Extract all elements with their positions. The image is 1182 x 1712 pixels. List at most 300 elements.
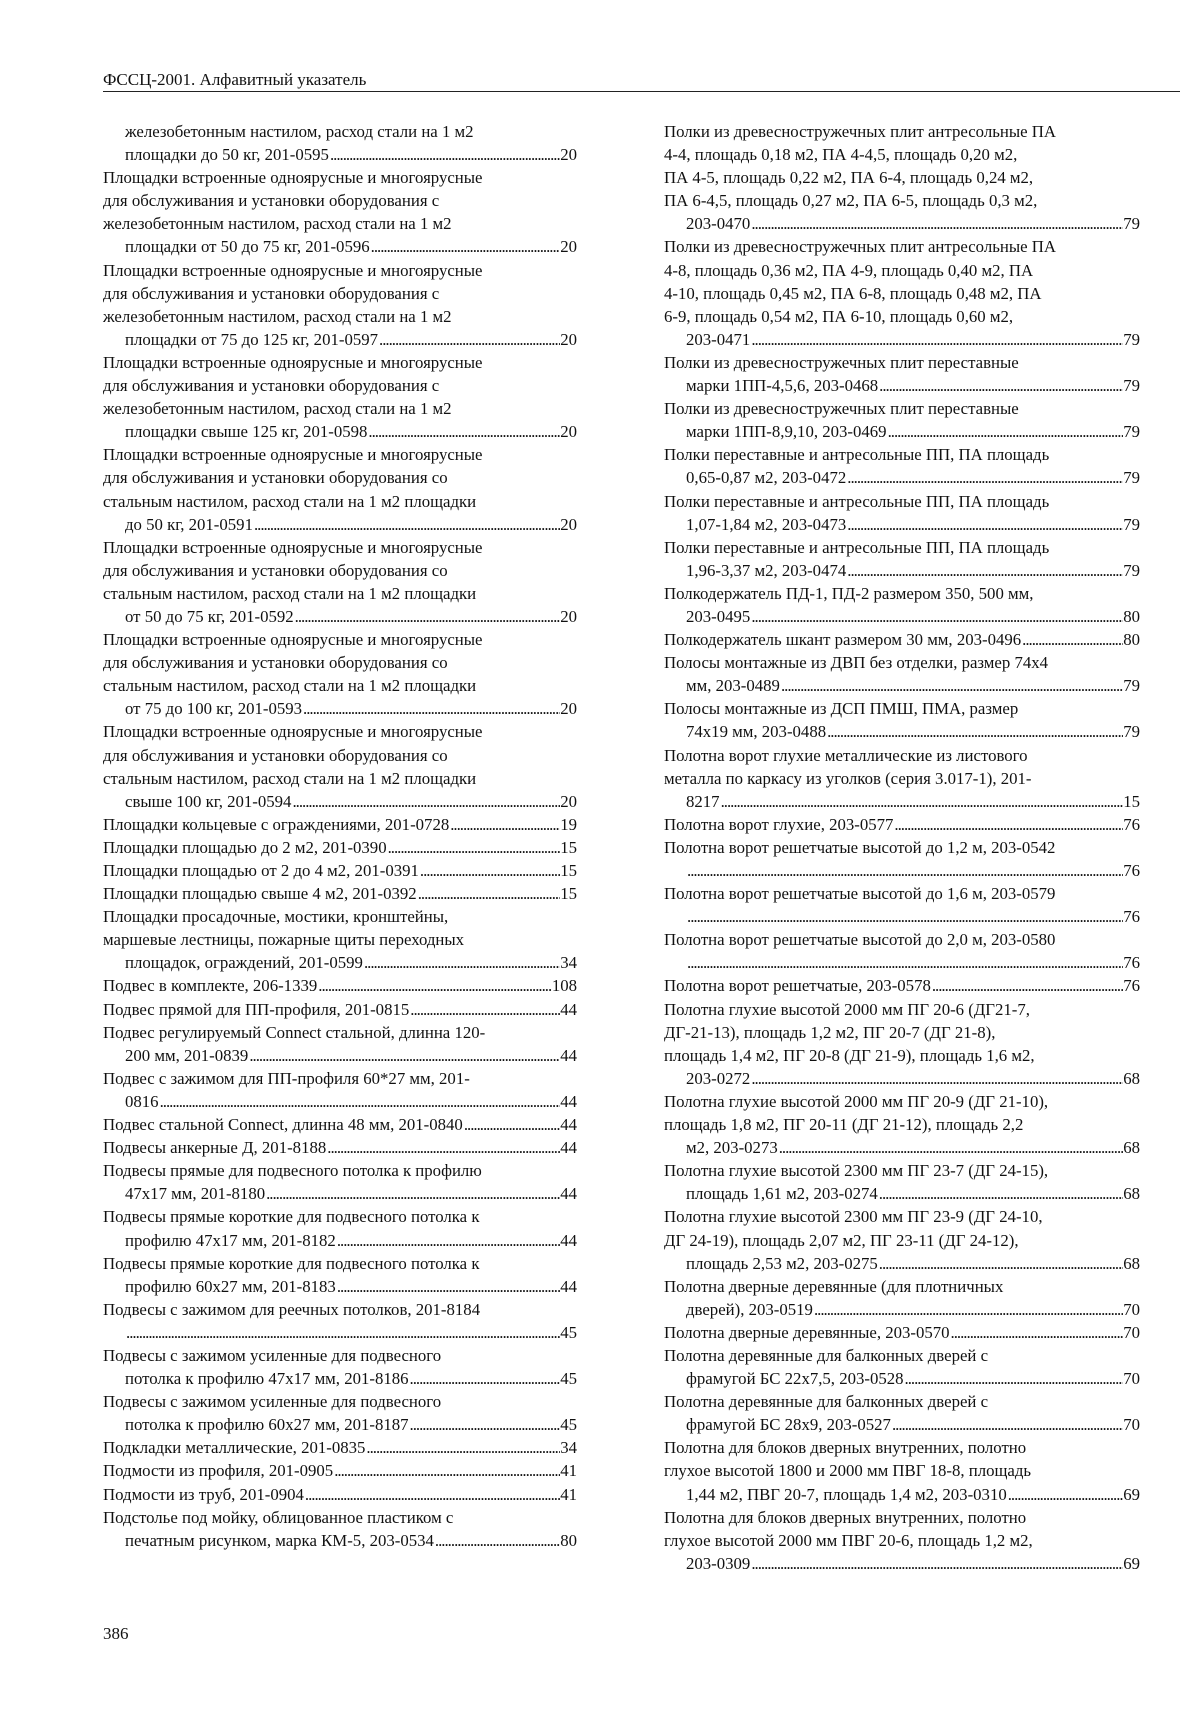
leader-dots: [463, 1113, 560, 1136]
index-entry: [103, 536, 577, 628]
entry-text: для обслуживания и установки оборудования со: [103, 468, 448, 488]
index-entry: [664, 1390, 1140, 1436]
entry-text: 203-0495: [686, 606, 751, 626]
entry-page-number: 76: [1123, 814, 1140, 834]
leader-dots: [686, 859, 1123, 882]
entry-text: Подвесы прямые для подвесного потолка к профилю: [103, 1161, 482, 1181]
entry-page-number: 68: [1123, 1253, 1140, 1273]
entry-text: до 50 кг, 201-0591: [125, 514, 253, 534]
index-entry: [664, 974, 1140, 997]
entry-text: стальным настилом, расход стали на 1 м2 площадки: [103, 491, 477, 511]
index-entry: [103, 259, 577, 351]
index-entry: [103, 1205, 577, 1251]
entry-page-number: 20: [560, 422, 577, 442]
index-entry: [103, 1506, 577, 1552]
entry-last-line: [686, 374, 1140, 397]
entry-last-line: [686, 420, 1140, 443]
entry-text: глухое высотой 2000 мм ПВГ 20-6, площадь 1,2 м2,: [664, 1530, 1033, 1550]
entry-text: для обслуживания и установки оборудования с: [103, 283, 440, 303]
entry-page-number: 68: [1123, 1138, 1140, 1158]
leader-dots: [326, 1136, 560, 1159]
entry-last-line: [125, 420, 577, 443]
entry-page-number: 44: [560, 1184, 577, 1204]
index-entry: [103, 1298, 577, 1344]
index-entry: [664, 998, 1140, 1090]
entry-text: Полотна ворот решетчатые высотой до 1,6 м, 203-0579: [664, 884, 1056, 904]
index-entry: [664, 235, 1140, 350]
index-entry: [103, 859, 577, 882]
entry-last-line: [686, 328, 1140, 351]
entry-last-line: [125, 951, 577, 974]
entry-text: площадки свыше 125 кг, 201-0598: [125, 422, 368, 442]
entry-page-number: 20: [560, 699, 577, 719]
entry-page-number: 79: [1123, 722, 1140, 742]
entry-text: 4-8, площадь 0,36 м2, ПА 4-9, площадь 0,40 м2, ПА: [664, 260, 1034, 280]
entry-last-line: [686, 212, 1140, 235]
index-entry: [103, 351, 577, 443]
entry-last-line: [103, 1459, 577, 1482]
entry-text: площадь 1,4 м2, ПГ 20-8 (ДГ 21-9), площадь 1,6 м2,: [664, 1045, 1035, 1065]
entry-last-line: [686, 674, 1140, 697]
index-entry: [664, 928, 1140, 974]
leader-dots: [686, 905, 1123, 928]
entry-page-number: 44: [560, 999, 577, 1019]
entry-text: фрамугой БС 22x7,5, 203-0528: [686, 1369, 904, 1389]
leader-dots: [813, 1298, 1123, 1321]
index-entry: [664, 1506, 1140, 1575]
entry-text: железобетонным настилом, расход стали на 1 м2: [103, 306, 452, 326]
entry-text: Полотна глухие высотой 2000 мм ПГ 20-6 (ДГ21-7,: [664, 999, 1030, 1019]
entry-page-number: 80: [1123, 606, 1140, 626]
entry-page-number: 45: [560, 1415, 577, 1435]
entry-text: профилю 47x17 мм, 201-8182: [125, 1230, 336, 1250]
index-entry: [664, 813, 1140, 836]
index-entry: [664, 744, 1140, 813]
index-entry: [103, 836, 577, 859]
index-entry: [103, 1483, 577, 1506]
entry-last-line: [125, 1321, 577, 1344]
entry-text: маршевые лестницы, пожарные щиты переходных: [103, 930, 465, 950]
leader-dots: [294, 605, 561, 628]
entry-text: 1,96-3,37 м2, 203-0474: [686, 560, 847, 580]
entry-text: Полотна глухие высотой 2000 мм ПГ 20-9 (ДГ 21-10),: [664, 1091, 1049, 1111]
leader-dots: [336, 1275, 560, 1298]
index-entry: [103, 1159, 577, 1205]
index-entry: [664, 882, 1140, 928]
entry-page-number: 34: [560, 953, 577, 973]
leader-dots: [750, 212, 1123, 235]
entry-text: 74x19 мм, 203-0488: [686, 722, 827, 742]
entry-text: Полотна для блоков дверных внутренних, полотно: [664, 1438, 1027, 1458]
entry-text: мм, 203-0489: [686, 676, 780, 696]
entry-page-number: 15: [1123, 791, 1140, 811]
leader-dots: [950, 1321, 1124, 1344]
entry-page-number: 76: [1123, 861, 1140, 880]
entry-text: марки 1ПП-4,5,6, 203-0468: [686, 376, 879, 396]
entry-text: Подвес прямой для ПП-профиля, 201-0815: [103, 999, 410, 1019]
running-header: [103, 70, 1180, 92]
entry-text: Подвесы с зажимом усиленные для подвесного: [103, 1392, 442, 1412]
entry-text: Подвесы анкерные Д, 201-8188: [103, 1138, 327, 1158]
entry-text: потолка к профилю 47x17 мм, 201-8186: [125, 1369, 409, 1389]
entry-text: Подкладки металлические, 201-0835: [103, 1438, 366, 1458]
entry-text: ДГ-21-13), площадь 1,2 м2, ПГ 20-7 (ДГ 21-8),: [664, 1022, 996, 1042]
entry-text: Полотна дверные деревянные (для плотничных: [664, 1276, 1004, 1296]
entry-last-line: [125, 143, 577, 166]
entry-last-line: [686, 559, 1140, 582]
entry-text: 203-0470: [686, 214, 751, 234]
entry-text: 1,07-1,84 м2, 203-0473: [686, 514, 847, 534]
leader-dots: [931, 974, 1123, 997]
leader-dots: [329, 143, 560, 166]
entry-text: 200 мм, 201-0839: [125, 1045, 249, 1065]
entry-page-number: 68: [1123, 1184, 1140, 1204]
entry-page-number: 44: [560, 1115, 577, 1135]
entry-text: Полосы монтажные из ДВП без отделки, размер 74x4: [664, 653, 1049, 673]
leader-dots: [780, 674, 1123, 697]
entry-text: железобетонным настилом, расход стали на 1 м2: [103, 399, 452, 419]
entry-page-number: 44: [560, 1091, 577, 1111]
index-entry: [103, 974, 577, 997]
entry-last-line: [686, 1552, 1140, 1575]
index-entry: [103, 1021, 577, 1067]
index-entry: [103, 1390, 577, 1436]
entry-last-line: [125, 697, 577, 720]
entry-page-number: 15: [560, 884, 577, 904]
entry-last-line: [686, 605, 1140, 628]
entry-text: 203-0471: [686, 329, 751, 349]
entry-last-line: [125, 328, 577, 351]
leader-dots: [750, 605, 1123, 628]
entry-text: Площадки встроенные одноярусные и многоярусные: [103, 352, 483, 372]
entry-page-number: 70: [1123, 1322, 1140, 1342]
leader-dots: [367, 420, 560, 443]
entry-last-line: [125, 1529, 577, 1552]
entry-text: Полотна ворот решетчатые, 203-0578: [664, 976, 931, 996]
leader-dots: [363, 951, 560, 974]
entry-page-number: 70: [1123, 1415, 1140, 1435]
entry-text: Площадки площадью до 2 м2, 201-0390: [103, 837, 387, 857]
entry-page-number: 44: [560, 1045, 577, 1065]
entry-text: 4-10, площадь 0,45 м2, ПА 6-8, площадь 0,48 м2, ПА: [664, 283, 1042, 303]
entry-text: металла по каркасу из уголков (серия 3.017-1), 201-: [664, 768, 1032, 788]
entry-text: Подмости из труб, 201-0904: [103, 1484, 304, 1504]
entry-last-line: [103, 998, 577, 1021]
leader-dots: [253, 513, 560, 536]
entry-text: Подмости из профиля, 201-0905: [103, 1461, 334, 1481]
leader-dots: [304, 1483, 560, 1506]
leader-dots: [893, 813, 1123, 836]
entry-text: 47x17 мм, 201-8180: [125, 1184, 266, 1204]
entry-text: для обслуживания и установки оборудования с: [103, 376, 440, 396]
entry-page-number: 68: [1123, 1068, 1140, 1088]
entry-text: стальным настилом, расход стали на 1 м2 площадки: [103, 768, 477, 788]
entry-last-line: [103, 882, 577, 905]
entry-text: Полкодержатель шкант размером 30 мм, 203-0496: [664, 630, 1022, 650]
entry-last-line: [686, 1182, 1140, 1205]
entry-text: печатным рисунком, марка КМ-5, 203-0534: [125, 1530, 434, 1550]
entry-last-line: [686, 1367, 1140, 1390]
index-entry: [103, 628, 577, 720]
index-entry: [664, 1321, 1140, 1344]
entry-last-line: [125, 1229, 577, 1252]
entry-page-number: 44: [560, 1138, 577, 1158]
leader-dots: [878, 1252, 1123, 1275]
entry-page-number: 15: [560, 861, 577, 880]
index-entry: [103, 1136, 577, 1159]
entry-last-line: [686, 1413, 1140, 1436]
entry-last-line: [686, 1483, 1140, 1506]
leader-dots: [387, 836, 561, 859]
entry-text: Полки переставные и антресольные ПП, ПА площадь: [664, 445, 1050, 465]
entry-page-number: 44: [560, 1276, 577, 1296]
index-entry: [664, 351, 1140, 397]
entry-text: Подвесы прямые короткие для подвесного потолка к: [103, 1207, 480, 1227]
leader-dots: [846, 513, 1123, 536]
leader-dots: [302, 697, 560, 720]
entry-text: для обслуживания и установки оборудования со: [103, 653, 448, 673]
index-entry: [103, 1252, 577, 1298]
index-entry: [664, 582, 1140, 628]
entry-text: для обслуживания и установки оборудования со: [103, 560, 448, 580]
leader-dots: [891, 1413, 1123, 1436]
entry-text: от 50 до 75 кг, 201-0592: [125, 606, 294, 626]
entry-text: Площадки встроенные одноярусные и многоярусные: [103, 722, 483, 742]
entry-page-number: 108: [551, 976, 577, 996]
entry-text: площадки от 75 до 125 кг, 201-0597: [125, 329, 379, 349]
index-entry: [103, 905, 577, 974]
index-entry: [103, 720, 577, 812]
entry-last-line: [125, 1044, 577, 1067]
index-entry: [664, 1436, 1140, 1505]
entry-last-line: [686, 859, 1140, 882]
leader-dots: [826, 720, 1123, 743]
entry-page-number: 80: [1123, 630, 1140, 650]
entry-last-line: [664, 628, 1140, 651]
entry-text: Полотна деревянные для балконных дверей с: [664, 1392, 989, 1412]
index-column-left: [103, 120, 577, 1552]
entry-last-line: [686, 466, 1140, 489]
entry-text: ПА 4-5, площадь 0,22 м2, ПА 6-4, площадь 0,24 м2,: [664, 168, 1034, 188]
leader-dots: [1021, 628, 1123, 651]
leader-dots: [248, 1044, 560, 1067]
index-entry: [103, 120, 577, 166]
index-entry: [664, 490, 1140, 536]
entry-text: площадь 1,61 м2, 203-0274: [686, 1184, 878, 1204]
entry-last-line: [103, 813, 577, 836]
leader-dots: [1007, 1483, 1123, 1506]
header-title: ФССЦ-2001. Алфавитный указатель: [103, 70, 367, 89]
entry-text: стальным настилом, расход стали на 1 м2 площадки: [103, 676, 477, 696]
entry-page-number: 79: [1123, 676, 1140, 696]
index-entry: [103, 443, 577, 535]
entry-text: Подвесы с зажимом усиленные для подвесного: [103, 1345, 442, 1365]
entry-page-number: 19: [560, 814, 577, 834]
index-entry: [664, 397, 1140, 443]
entry-text: Площадки кольцевые с ограждениями, 201-0728: [103, 814, 450, 834]
entry-last-line: [103, 859, 577, 882]
entry-text: Площадки встроенные одноярусные и многоярусные: [103, 260, 483, 280]
entry-text: площадки до 50 кг, 201-0595: [125, 145, 329, 165]
leader-dots: [317, 974, 552, 997]
index-entry: [103, 1113, 577, 1136]
entry-page-number: 45: [560, 1369, 577, 1389]
entry-text: Площадки встроенные одноярусные и многоярусные: [103, 445, 483, 465]
index-entry: [664, 651, 1140, 697]
entry-last-line: [125, 513, 577, 536]
entry-text: площадки от 50 до 75 кг, 201-0596: [125, 237, 370, 257]
entry-last-line: [103, 1483, 577, 1506]
index-entry: [664, 1205, 1140, 1274]
entry-last-line: [686, 1298, 1140, 1321]
entry-text: Полки из древесностружечных плит антресольные ПА: [664, 237, 1056, 257]
leader-dots: [720, 790, 1124, 813]
entry-text: Площадки встроенные одноярусные и многоярусные: [103, 630, 483, 650]
entry-page-number: 79: [1123, 514, 1140, 534]
entry-last-line: [686, 905, 1140, 928]
leader-dots: [778, 1136, 1123, 1159]
entry-last-line: [103, 974, 577, 997]
entry-text: для обслуживания и установки оборудования со: [103, 745, 448, 765]
leader-dots: [409, 998, 560, 1021]
entry-text: Полотна ворот глухие металлические из листового: [664, 745, 1028, 765]
leader-dots: [904, 1367, 1124, 1390]
index-entry: [664, 1275, 1140, 1321]
entry-last-line: [103, 836, 577, 859]
entry-text: стальным настилом, расход стали на 1 м2 площадки: [103, 583, 477, 603]
entry-last-line: [125, 1182, 577, 1205]
entry-page-number: 20: [560, 791, 577, 811]
entry-text: Полки из древесностружечных плит антресольные ПА: [664, 122, 1056, 141]
entry-text: 8217: [686, 791, 720, 811]
index-entry: [103, 882, 577, 905]
entry-text: Площадки площадью от 2 до 4 м2, 201-0391: [103, 861, 419, 880]
entry-page-number: 79: [1123, 329, 1140, 349]
entry-text: Полотна дверные деревянные, 203-0570: [664, 1322, 950, 1342]
entry-text: 4-4, площадь 0,18 м2, ПА 4-4,5, площадь 0,20 м2,: [664, 145, 1018, 165]
leader-dots: [417, 882, 561, 905]
leader-dots: [125, 1321, 560, 1344]
entry-text: 203-0309: [686, 1553, 751, 1573]
entry-page-number: 45: [560, 1322, 577, 1342]
leader-dots: [378, 328, 560, 351]
entry-last-line: [125, 235, 577, 258]
entry-text: фрамугой БС 28x9, 203-0527: [686, 1415, 891, 1435]
entry-text: площадь 2,53 м2, 203-0275: [686, 1253, 878, 1273]
entry-page-number: 20: [560, 606, 577, 626]
entry-page-number: 76: [1123, 953, 1140, 973]
entry-last-line: [686, 1067, 1140, 1090]
entry-page-number: 80: [560, 1530, 577, 1550]
entry-text: Подвесы с зажимом для реечных потолков, 201-8184: [103, 1299, 481, 1319]
index-entry: [664, 1090, 1140, 1159]
leader-dots: [365, 1436, 560, 1459]
entry-page-number: 20: [560, 145, 577, 165]
index-entry: [103, 998, 577, 1021]
index-entry: [103, 813, 577, 836]
entry-text: площадь 1,8 м2, ПГ 20-11 (ДГ 21-12), площадь 2,2: [664, 1115, 1024, 1135]
entry-last-line: [103, 1136, 577, 1159]
leader-dots: [370, 235, 561, 258]
entry-last-line: [125, 1090, 577, 1113]
index-entry: [664, 443, 1140, 489]
entry-text: от 75 до 100 кг, 201-0593: [125, 699, 303, 719]
leader-dots: [409, 1367, 561, 1390]
entry-text: Полотна ворот решетчатые высотой до 1,2 м, 203-0542: [664, 837, 1056, 857]
entry-text: 6-9, площадь 0,54 м2, ПА 6-10, площадь 0,60 м2,: [664, 306, 1014, 326]
leader-dots: [291, 790, 560, 813]
entry-text: Полотна глухие высотой 2300 мм ПГ 23-7 (ДГ 24-15),: [664, 1161, 1049, 1181]
entry-text: Полкодержатель ПД-1, ПД-2 размером 350, 500 мм,: [664, 583, 1034, 603]
index-entry: [103, 166, 577, 258]
entry-last-line: [686, 1252, 1140, 1275]
entry-page-number: 76: [1123, 907, 1140, 927]
entry-text: 1,44 м2, ПВГ 20-7, площадь 1,4 м2, 203-0310: [686, 1484, 1007, 1504]
entry-text: железобетонным настилом, расход стали на 1 м2: [103, 214, 452, 234]
entry-page-number: 69: [1123, 1484, 1140, 1504]
entry-last-line: [125, 790, 577, 813]
entry-page-number: 41: [560, 1461, 577, 1481]
entry-text: Подвесы прямые короткие для подвесного потолка к: [103, 1253, 480, 1273]
entry-last-line: [664, 813, 1140, 836]
entry-text: Подвес в комплекте, 206-1339: [103, 976, 318, 996]
entry-text: Полки из древесностружечных плит переставные: [664, 399, 1019, 419]
entry-text: Площадки встроенные одноярусные и многоярусные: [103, 168, 483, 188]
leader-dots: [336, 1229, 560, 1252]
entry-text: Полотна глухие высотой 2300 мм ПГ 23-9 (ДГ 24-10,: [664, 1207, 1043, 1227]
index-entry: [664, 120, 1140, 235]
index-entry: [103, 1067, 577, 1113]
entry-text: Полки переставные и антресольные ПП, ПА площадь: [664, 491, 1050, 511]
entry-last-line: [125, 605, 577, 628]
entry-last-line: [686, 513, 1140, 536]
leader-dots: [419, 859, 560, 882]
entry-text: Полотна для блоков дверных внутренних, полотно: [664, 1507, 1027, 1527]
index-entry: [664, 697, 1140, 743]
index-entry: [664, 836, 1140, 882]
entry-text: Площадки просадочные, мостики, кронштейны,: [103, 907, 449, 927]
entry-text: Подвес регулируемый Connect стальной, длинна 120-: [103, 1022, 486, 1042]
index-column-right: [664, 120, 1140, 1575]
leader-dots: [686, 951, 1123, 974]
entry-last-line: [125, 1413, 577, 1436]
entry-last-line: [125, 1275, 577, 1298]
entry-last-line: [664, 1321, 1140, 1344]
entry-text: Подстолье под мойку, облицованное пластиком с: [103, 1507, 454, 1527]
entry-page-number: 76: [1123, 976, 1140, 996]
index-entry: [103, 1459, 577, 1482]
entry-text: ДГ 24-19), площадь 2,07 м2, ПГ 23-11 (ДГ 24-12),: [664, 1230, 1019, 1250]
entry-page-number: 79: [1123, 214, 1140, 234]
entry-text: Полосы монтажные из ДСП ПМШ, ПМА, размер: [664, 699, 1019, 719]
index-entry: [664, 536, 1140, 582]
entry-last-line: [664, 974, 1140, 997]
entry-page-number: 69: [1123, 1553, 1140, 1573]
entry-text: железобетонным настилом, расход стали на 1 м2: [125, 122, 474, 141]
entry-text: площадок, ограждений, 201-0599: [125, 953, 363, 973]
index-entry: [103, 1436, 577, 1459]
leader-dots: [159, 1090, 561, 1113]
entry-page-number: 79: [1123, 468, 1140, 488]
entry-text: Подвес стальной Connect, длинна 48 мм, 201-0840: [103, 1115, 463, 1135]
entry-text: глухое высотой 1800 и 2000 мм ПВГ 18-8, площадь: [664, 1461, 1032, 1481]
entry-text: профилю 60x27 мм, 201-8183: [125, 1276, 336, 1296]
leader-dots: [449, 813, 560, 836]
entry-text: марки 1ПП-8,9,10, 203-0469: [686, 422, 887, 442]
entry-text: 0816: [125, 1091, 159, 1111]
leader-dots: [878, 374, 1123, 397]
entry-text: Подвес с зажимом для ПП-профиля 60*27 мм, 201-: [103, 1068, 470, 1088]
